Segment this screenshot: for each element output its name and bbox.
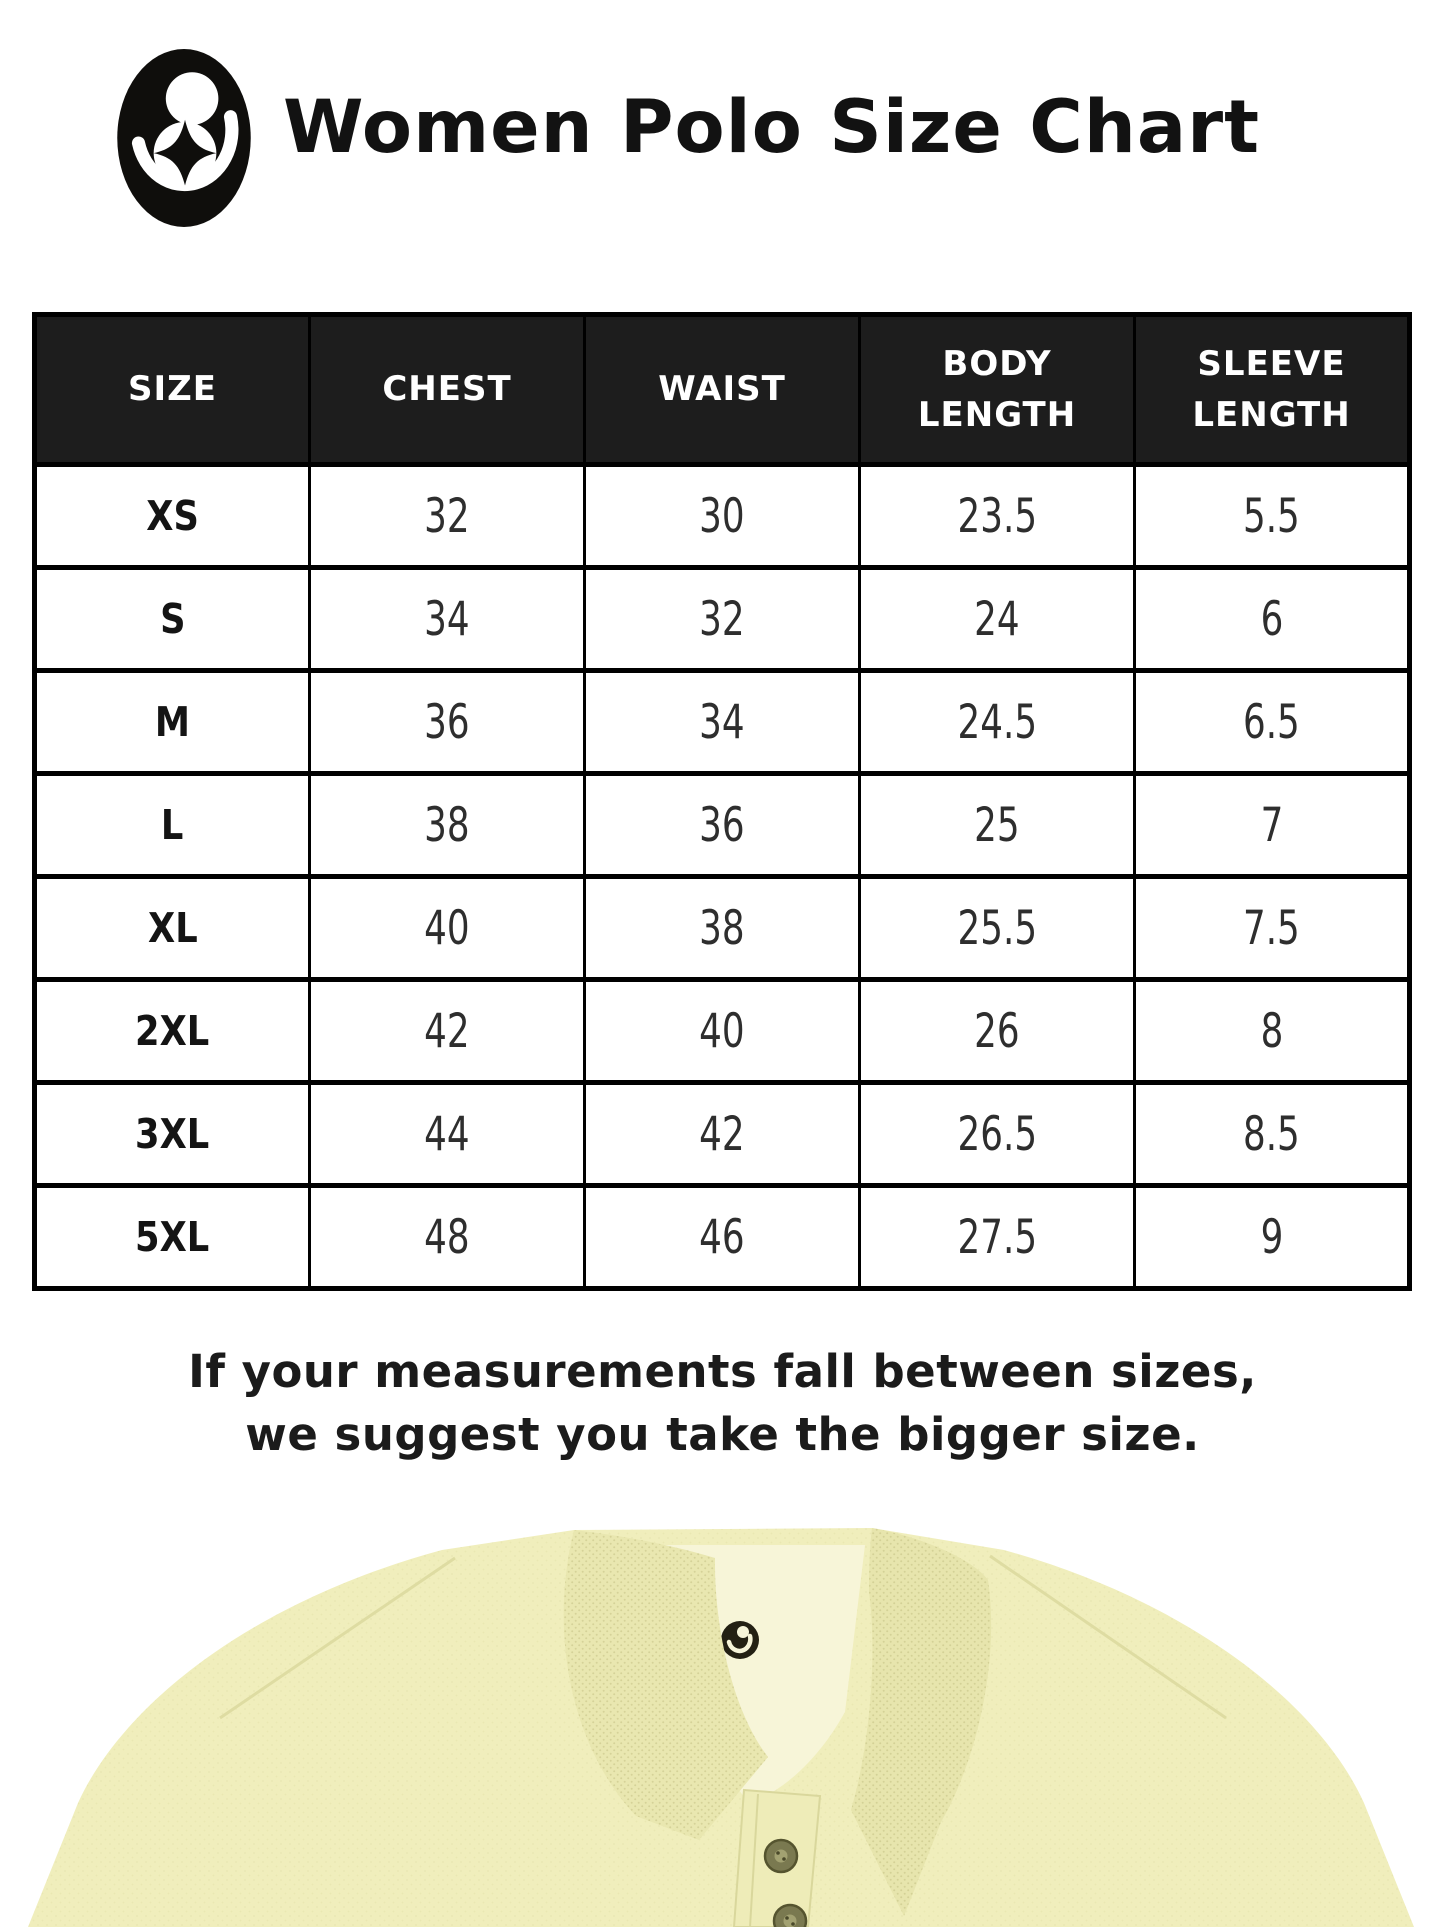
cell-body-length: 26 — [860, 980, 1135, 1083]
cell-body-length: 26.5 — [860, 1083, 1135, 1186]
cell-size: XL — [35, 877, 310, 980]
cell-sleeve-length: 5.5 — [1135, 465, 1410, 568]
cell-chest: 36 — [310, 671, 585, 774]
cell-body-length: 27.5 — [860, 1186, 1135, 1289]
cell-waist: 46 — [585, 1186, 860, 1289]
cell-size: 5XL — [35, 1186, 310, 1289]
cell-chest: 42 — [310, 980, 585, 1083]
cell-waist: 32 — [585, 568, 860, 671]
cell-sleeve-length: 6.5 — [1135, 671, 1410, 774]
table-row — [35, 568, 1410, 671]
cell-size: 2XL — [35, 980, 310, 1083]
between-sizes-note — [0, 1340, 1445, 1466]
cell-body-length: 23.5 — [860, 465, 1135, 568]
note-line-1: If your measurements fall between sizes, — [188, 1345, 1257, 1398]
column-header-sleeve-length: SLEEVE LENGTH — [1135, 315, 1410, 465]
page-title: Women Polo Size Chart — [283, 85, 1260, 170]
cell-sleeve-length: 9 — [1135, 1186, 1410, 1289]
placket-button-bottom — [774, 1905, 806, 1927]
table-row — [35, 980, 1410, 1083]
cell-size: 3XL — [35, 1083, 310, 1186]
cell-waist: 38 — [585, 877, 860, 980]
cell-size: S — [35, 568, 310, 671]
cell-sleeve-length: 6 — [1135, 568, 1410, 671]
cell-waist: 30 — [585, 465, 860, 568]
cell-sleeve-length: 7.5 — [1135, 877, 1410, 980]
cell-sleeve-length: 8 — [1135, 980, 1410, 1083]
column-header-waist: WAIST — [585, 315, 860, 465]
cell-chest: 40 — [310, 877, 585, 980]
cell-chest: 44 — [310, 1083, 585, 1186]
cell-waist: 34 — [585, 671, 860, 774]
cell-body-length: 24 — [860, 568, 1135, 671]
placket-button-top — [765, 1840, 797, 1872]
cell-size: L — [35, 774, 310, 877]
table-row — [35, 1083, 1410, 1186]
mother-and-child-logo-icon — [116, 48, 252, 228]
column-header-size: SIZE — [35, 315, 310, 465]
cell-waist: 36 — [585, 774, 860, 877]
cell-sleeve-length: 7 — [1135, 774, 1410, 877]
cell-chest: 48 — [310, 1186, 585, 1289]
cell-size: XS — [35, 465, 310, 568]
cell-size: M — [35, 671, 310, 774]
cell-chest: 38 — [310, 774, 585, 877]
cell-chest: 32 — [310, 465, 585, 568]
table-row — [35, 465, 1410, 568]
table-header-row — [35, 315, 1410, 465]
size-chart-table — [32, 312, 1412, 1291]
cell-waist: 40 — [585, 980, 860, 1083]
table-row — [35, 1186, 1410, 1289]
column-header-body-length: BODY LENGTH — [860, 315, 1135, 465]
polo-shirt-image — [0, 1500, 1445, 1927]
cell-chest: 34 — [310, 568, 585, 671]
cell-body-length: 25.5 — [860, 877, 1135, 980]
table-row — [35, 877, 1410, 980]
cell-sleeve-length: 8.5 — [1135, 1083, 1410, 1186]
cell-waist: 42 — [585, 1083, 860, 1186]
collar-logo-button — [721, 1621, 759, 1659]
size-chart-table-container — [32, 312, 1412, 1291]
column-header-chest: CHEST — [310, 315, 585, 465]
cell-body-length: 25 — [860, 774, 1135, 877]
table-row — [35, 774, 1410, 877]
note-line-2: we suggest you take the bigger size. — [245, 1408, 1200, 1461]
table-row — [35, 671, 1410, 774]
cell-body-length: 24.5 — [860, 671, 1135, 774]
